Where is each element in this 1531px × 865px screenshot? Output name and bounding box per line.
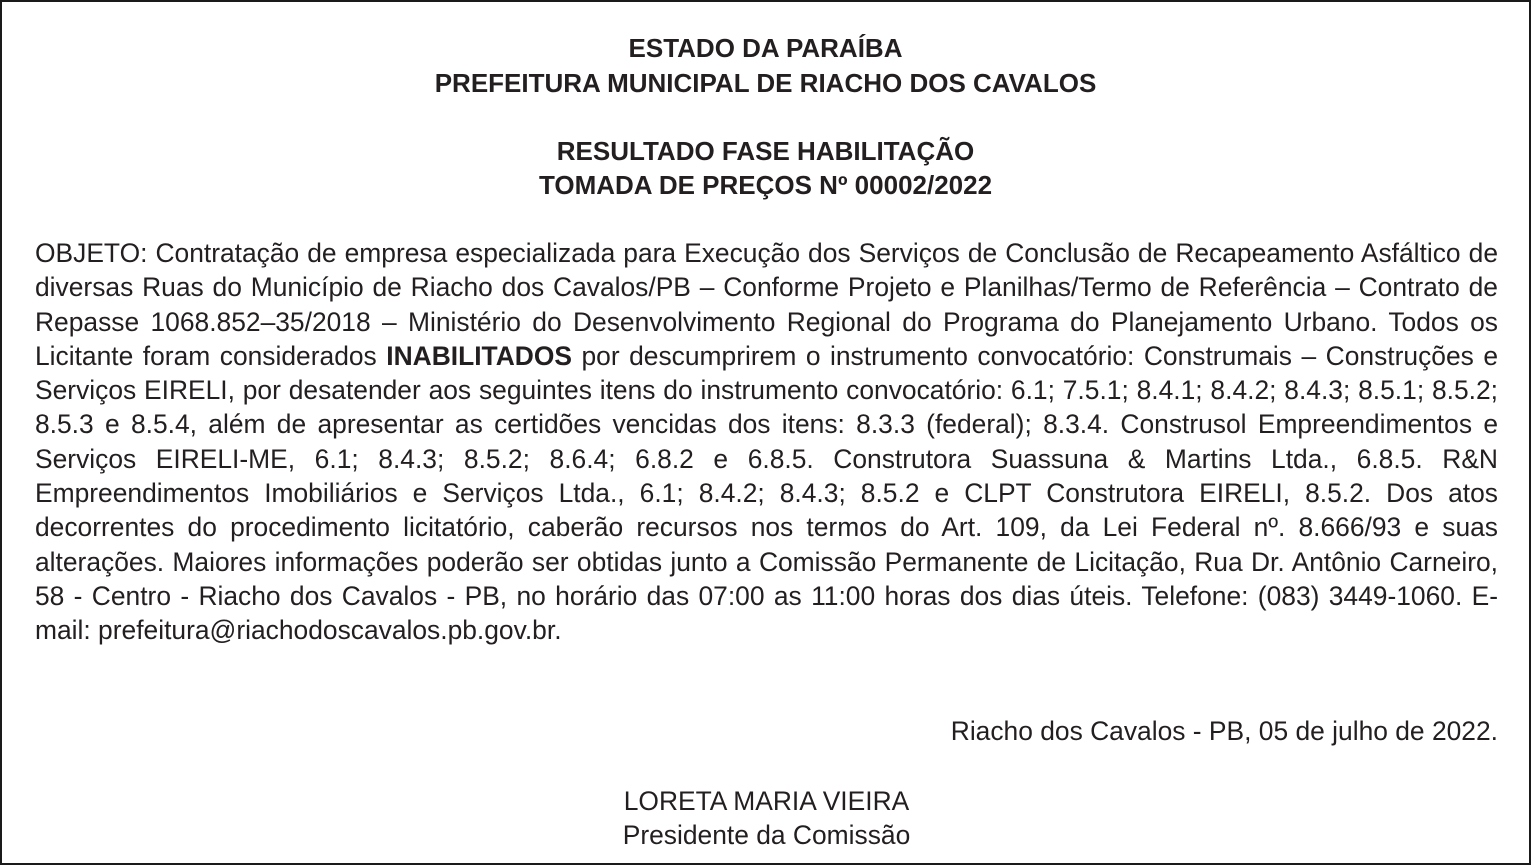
municipality-heading: PREFEITURA MUNICIPAL DE RIACHO DOS CAVALOS [434,68,1097,98]
body-text-end: por descumprirem o instrumento convocatório: Construmais – Construções e Serviços EIRELI, por desatender aos seguintes itens do instrumento convocatório: 6.1; 7.5.1; 8.4.1; 8.4.2; 8.4.3; 8.5.1; 8.5.2; 8.5.3 e 8.5.4, além de apresentar as certidões vencidas dos itens: 8.3.3 (federal); 8.3.4. Construsol Empreendimentos e Serviços EIRELI-ME, 6.1; 8.4.3; 8.5.2; 8.6.4; 6.8.2 e 6.8.5. Construtora Suassuna & Martins Ltda., 6.8.5. R&N Empreendimentos Imobiliários e Serviços Ltda., 6.1; 8.4.2; 8.4.3; 8.5.2 e CLPT Construtora EIRELI, 8.5.2. Dos atos decorrentes do procedimento licitatório, caberão recursos nos termos do Art. 109, da Lei Federal nº. 8.666/93 e suas alterações. Maiores informações poderão ser obtidas junto a Comissão Permanente de Licitação, Rua Dr. Antônio Carneiro, 58 - Centro - Riacho dos Cavalos - PB, no horário das 07:00 as 11:00 horas dos dias úteis. Telefone: (083) 3449-1060. E-mail: prefeitura@riachodoscavalos.pb.gov.br. [35,340,1498,646]
document-title: RESULTADO FASE HABILITAÇÃO [556,136,975,166]
body-emphasis: INABILITADOS [386,340,572,371]
body-text-start: OBJETO: Contratação de empresa especializada para Execução dos Serviços de Conclusão de Recapeamento Asfáltico de diversas Ruas do Município de Riacho dos Cavalos/PB – Conforme Projeto e Planilhas/Termo de Referência – Contrato de Repasse 1068.852–35/2018 – Ministério do Desenvolvimento Regional do Programa do Planejamento Urbano. Todos os Licitante foram considerados [35,238,1498,371]
state-heading: ESTADO DA PARAÍBA [628,33,903,63]
signatory-role: Presidente da Comissão [622,820,911,850]
process-number: TOMADA DE PREÇOS Nº 00002/2022 [538,170,993,200]
notice-body [35,236,1498,648]
date-place-line: Riacho dos Cavalos - PB, 05 de julho de 2022. [950,716,1498,746]
signatory-name: LORETA MARIA VIEIRA [623,786,910,816]
